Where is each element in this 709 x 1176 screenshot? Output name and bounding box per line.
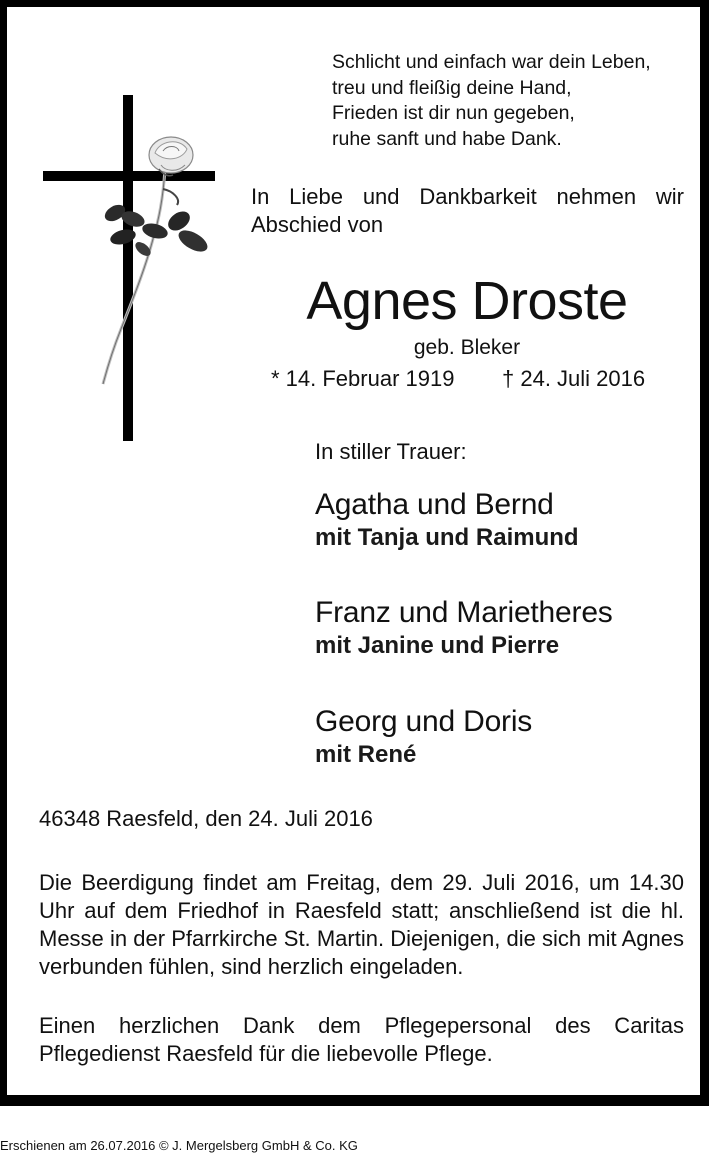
poem [332, 50, 692, 152]
mourner-group-sub: mit René [315, 741, 417, 768]
life-dates [271, 365, 691, 393]
mourner-group-name: Agatha und Bernd [315, 488, 554, 521]
maiden-name: geb. Bleker [413, 336, 521, 359]
funeral-paragraph: Die Beerdigung findet am Freitag, dem 29. Juli 2016, um 14.30 Uhr auf dem Friedhof in Raesfeld statt; anschließend ist die hl. Messe in der Pfarrkirche St. Martin. Diejenigen, die sich mit Agnes verbunden fühlen, sind herzlich eingeladen. [39, 870, 684, 979]
mourner-group-sub: mit Tanja und Raimund [315, 524, 579, 551]
poem-line: Schlicht und einfach war dein Leben, [332, 51, 651, 73]
death-date: † 24. Juli 2016 [502, 366, 646, 391]
poem-line: treu und fleißig deine Hand, [332, 76, 572, 99]
mourner-group [315, 704, 532, 770]
deceased-name: Agnes Droste [306, 271, 628, 331]
publication-footer: Erschienen am 26.07.2016 © J. Mergelsberg GmbH & Co. KG [0, 1138, 358, 1153]
poem-line: Frieden ist dir nun gegeben, [332, 102, 575, 124]
mourners-heading: In stiller Trauer: [315, 439, 467, 464]
poem-line: ruhe sanft und habe Dank. [332, 127, 562, 150]
thanks-paragraph: Einen herzlichen Dank dem Pflegepersonal des Caritas Pflegedienst Raesfeld für die liebevolle Pflege. [39, 1013, 684, 1066]
mourner-group-name: Franz und Marietheres [315, 596, 613, 629]
rose-icon [93, 129, 223, 389]
mourner-group [315, 487, 579, 553]
place-date: 46348 Raesfeld, den 24. Juli 2016 [39, 806, 373, 831]
mourner-group-sub: mit Janine und Pierre [315, 632, 560, 659]
mourner-group [315, 595, 613, 661]
intro-text: In Liebe und Dankbarkeit nehmen wir Abschied von [251, 184, 684, 237]
mourner-group-name: Georg und Doris [315, 705, 533, 738]
birth-date: * 14. Februar 1919 [271, 366, 455, 391]
